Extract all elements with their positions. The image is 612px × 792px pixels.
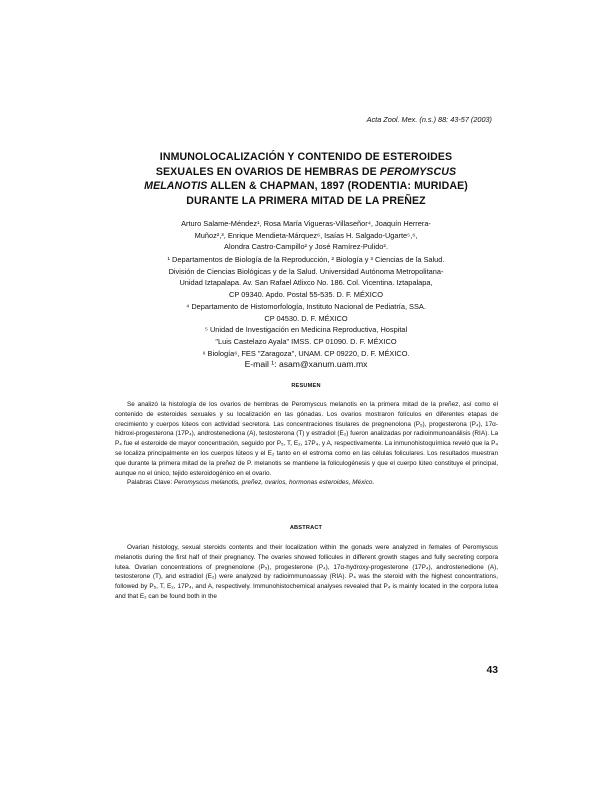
affiliation-line: CP 04530. D. F. MÉXICO bbox=[264, 313, 348, 323]
keywords-label: Palabras Clave: bbox=[127, 479, 173, 487]
abstract-section bbox=[115, 543, 498, 602]
title-line-3: MELANOTIS ALLEN & CHAPMAN, 1897 (RODENTIA: MURIDAE) bbox=[144, 180, 468, 192]
affiliation-line: ⁵ Unidad de Investigación en Medicina Reproductiva, Hospital bbox=[204, 325, 408, 335]
affiliation-line: Unidad Iztapalapa. Av. San Rafael Atlixco No. 186. Col. Vicentina. Iztapalapa, bbox=[179, 278, 433, 288]
author-line-3: Alondra Castro-Campillo² y José Ramírez-Pulido². bbox=[224, 242, 388, 252]
title-species: MELANOTIS bbox=[144, 180, 208, 192]
abstract-paragraph: Ovarian histology, sexual steroids contents and their localization within the gonads were analyzed in females of Peromyscus melanotis during the first half of their pregnancy. The ovaries showed follicules in different growth stages and fully secreting corpora lutea. Ovarian concentrations of pregnenolone (P₅), progesterone (P₄), 17α-hydroxy-progesterone (17P₄), androstenedione (A), testosterone (T), and estradiol (E₂) were analyzed by radioimmunoassay (RIA). P₄ was the steroid with the highest concentrations, followed by P₅, T, E₂, 17P₄, and A, respectively. Immunohistochemical analyses revealed that P₄ is mainly located in the corpora lutea and that E₂ can be found both in the bbox=[115, 544, 498, 600]
abstract-heading: ABSTRACT bbox=[289, 525, 323, 531]
keywords-line bbox=[115, 478, 498, 488]
keywords-text: Peromyscus melanotis, preñez, ovarios, hormonas esteroides, México. bbox=[172, 479, 375, 487]
affiliation-line: ¹ Departamentos de Biología de la Reproducción, ² Biología y ³ Ciencias de la Salud. bbox=[167, 255, 445, 264]
affiliation-line: ⁶ Biología⁶, FES "Zaragoza", UNAM. CP 09220, D. F. MÉXICO. bbox=[202, 348, 410, 358]
contact-email: E-mail ¹: asam@xanum.uam.mx bbox=[244, 359, 368, 370]
affiliation-line: "Luis Castelazo Ayala" IMSS. CP 01090. D. F. MÉXICO bbox=[215, 336, 397, 346]
journal-citation: Acta Zool. Mex. (n.s.) 88: 43-57 (2003) bbox=[366, 115, 492, 124]
affiliation-line: ⁴ Departamento de Histomorfología, Instituto Nacional de Pediatría, SSA. bbox=[186, 301, 426, 311]
author-line-1: Arturo Salame-Méndez¹, Rosa María Vigueras-Villaseñor⁴, Joaquín Herrera- bbox=[181, 219, 431, 228]
author-list bbox=[106, 218, 506, 253]
affiliation-line: CP 09340. Apdo. Postal 55-535. D. F. MÉXICO bbox=[229, 290, 383, 300]
title-line-2: SEXUALES EN OVARIOS DE HEMBRAS DE PEROMYSCUS bbox=[155, 165, 457, 178]
article-title bbox=[110, 150, 502, 208]
resumen-paragraph: Se analizó la histología de los ovarios de hembras de Peromyscus melanotis en la primera mitad de la preñez, así como el contenido de esteroides sexuales y su localización en las gónadas. Los ovarios mostraron folículos en diferentes etapas de crecimiento y cuerpos lúteos con actividad secretora. Las concentraciones tisulares de pregnenolona (P₅), progesterona (P₄), 17α-hidroxi-progesterona (17P₄), androstenediona (A), testosterona (T) y estradiol (E₂) fueron analizadas por radioinmunoanálisis (RIA). La P₄ fue el esteroide de mayor concentración, seguido por P₅, T, E₂, 17P₄, y A, respectivamente. La inmunohistoquímica reveló que la P₄ se localiza principalmente en los cuerpos lúteos y el E₂ tanto en el estroma como en las células foliculares. Los resultados muestran que durante la primera mitad de la preñez de P. melanotis se mantiene la foliculogénesis y que el cuerpo lúteo constituye el principal, aunque no el único, tejido esteroidogénico en el ovario. bbox=[115, 401, 498, 477]
affiliation-line: División de Ciencias Biológicas y de la Salud. Universidad Autónoma Metropolitana- bbox=[168, 266, 444, 276]
resumen-heading: RESUMEN bbox=[291, 383, 321, 389]
title-line-1: INMUNOLOCALIZACIÓN Y CONTENIDO DE ESTEROIDES bbox=[159, 151, 453, 163]
affiliations bbox=[106, 254, 506, 371]
author-line-2: Muñoz²,³, Enrique Mendieta-Márquez⁶, Isaías H. Salgado-Ugarte⁵,⁶, bbox=[194, 230, 418, 240]
resumen-section bbox=[115, 400, 498, 488]
title-line-4: DURANTE LA PRIMERA MITAD DE LA PREÑEZ bbox=[186, 194, 426, 207]
page-number: 43 bbox=[486, 665, 498, 676]
title-genus: PEROMYSCUS bbox=[379, 165, 457, 178]
